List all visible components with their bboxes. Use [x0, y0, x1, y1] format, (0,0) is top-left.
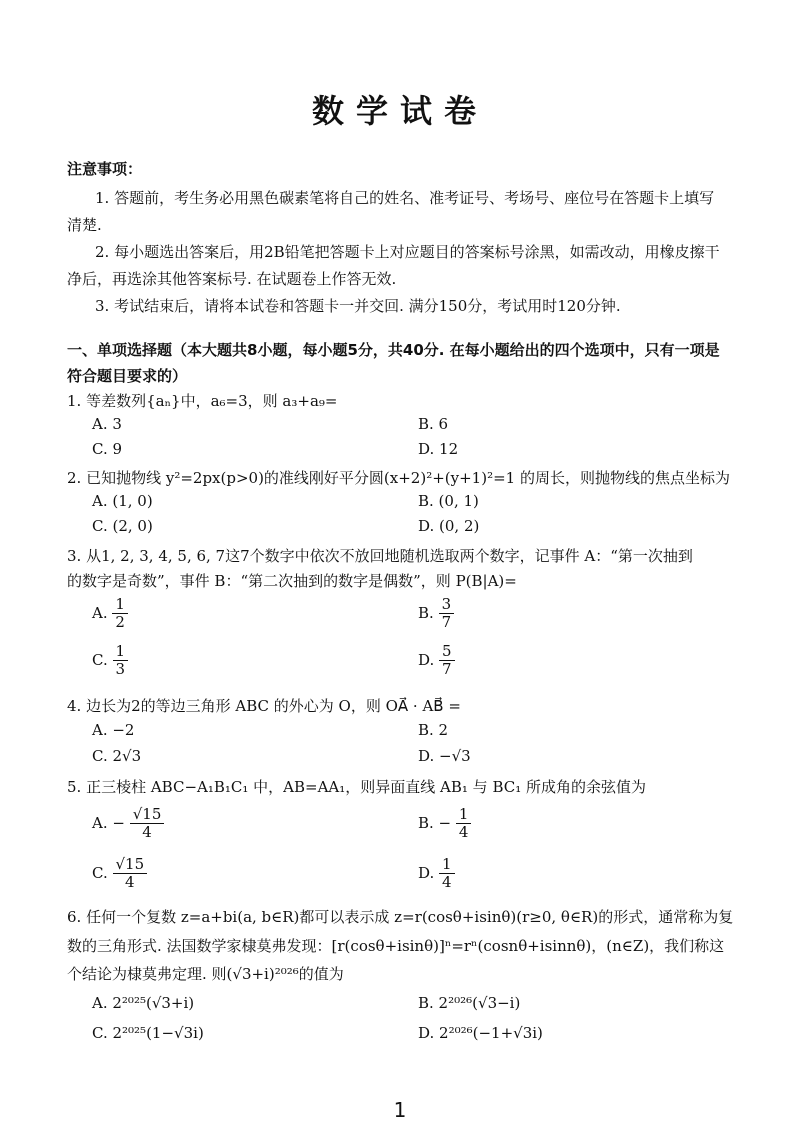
- question-6-stem-line-3: 个结论为棣莫弗定理. 则(√3+i)²⁰²⁶的值为: [67, 965, 344, 983]
- question-1-option-c: C. 9: [92, 440, 123, 458]
- question-4-option-a: A. −2: [92, 721, 135, 739]
- numerator: √15: [113, 856, 148, 874]
- fraction: [113, 856, 148, 892]
- note-2-line-1: 2. 每小题选出答案后，用2B铅笔把答题卡上对应题目的答案标号涂黑，如需改动，用橡皮擦干: [95, 243, 720, 261]
- notes-heading: 注意事项：: [67, 160, 143, 178]
- fraction: [130, 806, 165, 842]
- numerator: 5: [439, 643, 455, 661]
- question-5-option-b: [418, 806, 471, 842]
- question-5-stem: 5. 正三棱柱 ABC−A₁B₁C₁ 中，AB=AA₁，则异面直线 AB₁ 与 BC₁ 所成角的余弦值为: [67, 778, 647, 796]
- option-label: D.: [418, 650, 435, 669]
- question-5-option-d: [418, 856, 455, 892]
- denominator: 4: [458, 823, 469, 842]
- question-5-option-c: [92, 856, 147, 892]
- question-4-option-b: B. 2: [418, 721, 449, 739]
- section-1-heading: 一、单项选择题（本大题共8小题，每小题5分，共40分. 在每小题给出的四个选项中，只有一项是: [67, 341, 720, 359]
- denominator: 4: [125, 873, 135, 892]
- fraction: [439, 596, 455, 632]
- numerator: 1: [112, 596, 128, 614]
- question-3-stem-line-1: 3. 从1, 2, 3, 4, 5, 6, 7这7个数字中依次不放回地随机选取两个数字，记事件 A：“第一次抽到: [67, 547, 693, 565]
- question-2-stem: 2. 已知抛物线 y²=2px(p>0)的准线刚好平分圆(x+2)²+(y+1)²=1 的周长，则抛物线的焦点坐标为: [67, 469, 730, 487]
- fraction: [456, 806, 472, 842]
- question-3-stem-line-2: 的数字是奇数”，事件 B：“第二次抽到的数字是偶数”，则 P(B|A)=: [67, 572, 517, 590]
- question-6-option-a: A. 2²⁰²⁵(√3+i): [92, 994, 195, 1012]
- question-1-option-d: D. 12: [418, 440, 459, 458]
- question-6-option-b: B. 2²⁰²⁶(√3−i): [418, 994, 521, 1012]
- page-number: 1: [393, 1098, 407, 1122]
- denominator: 7: [441, 613, 452, 632]
- numerator: 1: [439, 856, 455, 874]
- denominator: 4: [442, 873, 452, 892]
- fraction: [439, 643, 455, 679]
- numerator: 3: [439, 596, 455, 614]
- question-6-option-c: C. 2²⁰²⁵(1−√3i): [92, 1024, 204, 1042]
- fraction: [112, 596, 128, 632]
- denominator: 4: [142, 823, 152, 842]
- question-4-option-d: D. −√3: [418, 747, 471, 765]
- question-1-stem: 1. 等差数列{aₙ}中，a₆=3，则 a₃+a₉=: [67, 392, 338, 410]
- question-5-option-a: [92, 806, 164, 842]
- question-4-option-c: C. 2√3: [92, 747, 142, 765]
- question-4-stem: 4. 边长为2的等边三角形 ABC 的外心为 O，则 OA⃗ · AB⃗ =: [67, 697, 461, 715]
- question-2-option-a: A. (1, 0): [92, 492, 153, 510]
- note-1-line-2: 清楚.: [67, 216, 102, 234]
- question-1-option-a: A. 3: [92, 415, 122, 433]
- fraction: [439, 856, 455, 892]
- option-label: A.: [92, 603, 108, 622]
- question-1-option-b: B. 6: [418, 415, 449, 433]
- question-3-option-c: [92, 643, 128, 679]
- numerator: √15: [130, 806, 165, 824]
- question-6-option-d: D. 2²⁰²⁶(−1+√3i): [418, 1024, 543, 1042]
- denominator: 7: [442, 660, 452, 679]
- denominator: 2: [115, 613, 125, 632]
- question-6-stem-line-2: 数的三角形式. 法国数学家棣莫弗发现：[r(cosθ+isinθ)]ⁿ=rⁿ(cosnθ+isinnθ)，(n∈Z)，我们称这: [67, 937, 725, 955]
- page-title: 数学试卷: [311, 92, 488, 130]
- question-2-option-b: B. (0, 1): [418, 492, 479, 510]
- note-1-line-1: 1. 答题前，考生务必用黑色碳素笔将自己的姓名、准考证号、考场号、座位号在答题卡上填写: [95, 189, 715, 207]
- question-2-option-d: D. (0, 2): [418, 517, 480, 535]
- option-label: A. −: [92, 813, 125, 832]
- option-label: D.: [418, 863, 435, 882]
- question-3-option-a: [92, 596, 128, 632]
- note-3: 3. 考试结束后，请将本试卷和答题卡一并交回. 满分150分，考试用时120分钟.: [95, 297, 621, 315]
- option-label: B.: [418, 603, 434, 622]
- option-label: C.: [92, 863, 108, 882]
- option-label: B. −: [418, 813, 452, 832]
- question-6-stem-line-1: 6. 任何一个复数 z=a+bi(a, b∈R)都可以表示成 z=r(cosθ+isinθ)(r≥0, θ∈R)的形式，通常称为复: [67, 908, 734, 926]
- numerator: 1: [456, 806, 472, 824]
- question-3-option-b: [418, 596, 454, 632]
- numerator: 1: [113, 643, 129, 661]
- note-2-line-2: 净后，再选涂其他答案标号. 在试题卷上作答无效.: [67, 270, 397, 288]
- fraction: [113, 643, 129, 679]
- question-3-option-d: [418, 643, 455, 679]
- section-1-heading-cont: 符合题目要求的）: [67, 367, 188, 385]
- question-2-option-c: C. (2, 0): [92, 517, 153, 535]
- option-label: C.: [92, 650, 108, 669]
- denominator: 3: [115, 660, 126, 679]
